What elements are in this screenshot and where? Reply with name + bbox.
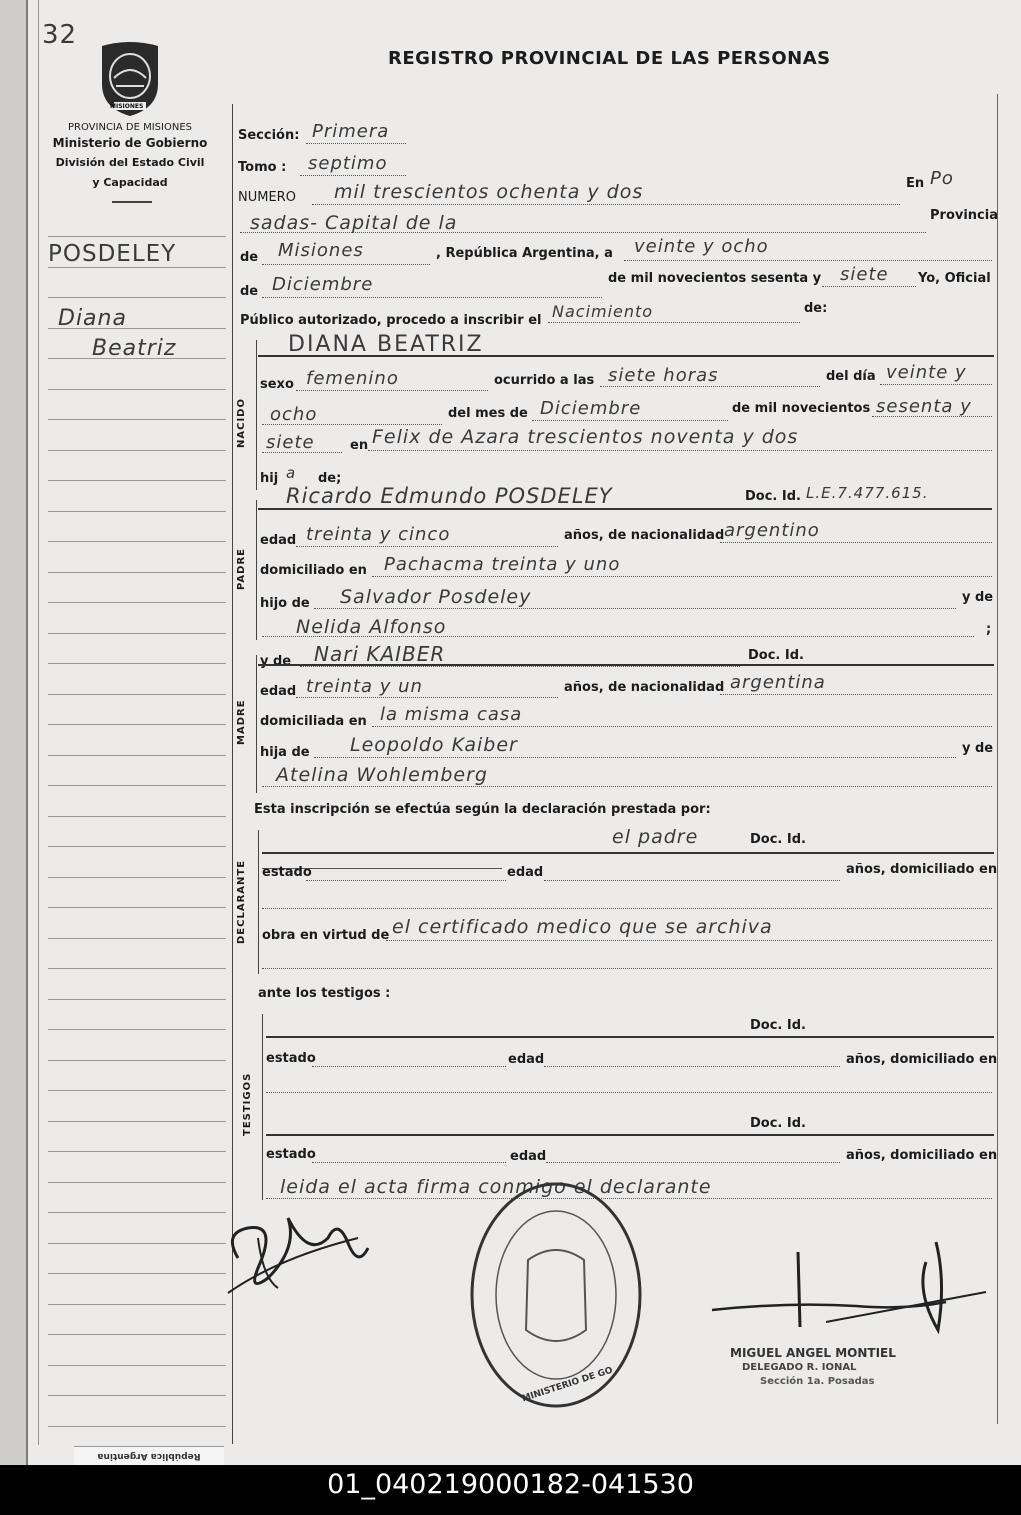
margin-ruled-line	[48, 1273, 226, 1274]
margin-ruled-line	[48, 816, 226, 817]
padre-hijo-de-line	[314, 608, 956, 609]
margin-ruled-line	[48, 236, 226, 237]
testigo-1-dom-label: años, domiciliado en	[846, 1052, 998, 1067]
sexo-label: sexo	[260, 377, 294, 392]
margin-ruled-line	[48, 267, 226, 268]
margin-ruled-line	[48, 1334, 226, 1335]
section-label-madre: MADRE	[236, 699, 247, 745]
margin-ruled-line	[48, 724, 226, 725]
testigo-2-dom-label: años, domiciliado en	[846, 1148, 998, 1163]
numero-label: NUMERO	[238, 190, 296, 205]
margin-ruled-line	[48, 755, 226, 756]
provincia-line	[262, 264, 430, 265]
numero-line	[312, 204, 900, 205]
margin-ruled-line	[48, 511, 226, 512]
del-mes-label: del mes de	[448, 406, 528, 421]
provincia-label: Provincia	[930, 208, 998, 223]
testigo-2-edad-line	[546, 1162, 840, 1163]
margin-ruled-line	[48, 785, 226, 786]
madre-dom-line	[372, 726, 992, 727]
margin-ruled-line	[48, 633, 226, 634]
margin-ruled-line	[48, 1426, 226, 1427]
madre-hija-de-line	[314, 757, 956, 758]
testigos-bracket	[262, 1014, 263, 1200]
dia-nac-line-2	[262, 424, 442, 425]
declarante-edad-line	[544, 880, 840, 881]
margin-ruled-line	[48, 1090, 226, 1091]
stamp-role: DELEGADO R. IONAL	[742, 1362, 857, 1373]
de-colon-label: de:	[804, 301, 828, 316]
de-mil-label: de mil novecientos sesenta y	[608, 271, 822, 286]
anio-nac-line-2	[262, 452, 342, 453]
testigo-2-doc-label: Doc. Id.	[750, 1116, 806, 1131]
margin-ruled-line	[48, 907, 226, 908]
testigo-2-estado-line	[312, 1162, 506, 1163]
acto-value: Nacimiento	[552, 302, 654, 321]
section-label-testigos: TESTIGOS	[242, 1072, 253, 1136]
margin-ruled-line	[48, 663, 226, 664]
seccion-value: Primera	[312, 121, 390, 142]
declarante-estado-line	[306, 880, 506, 881]
madre-madre-value: Atelina Wohlemberg	[276, 764, 488, 786]
nombre-value: DIANA BEATRIZ	[288, 332, 484, 357]
declarante-bracket	[258, 830, 259, 974]
margin-ruled-line	[48, 450, 226, 451]
tomo-label: Tomo :	[238, 160, 287, 175]
en-lugar-label: en	[350, 438, 369, 453]
section-label-nacido: NACIDO	[236, 398, 247, 448]
ministry-name: Ministerio de Gobierno	[52, 136, 208, 150]
madre-doc-label: Doc. Id.	[748, 648, 804, 663]
de-label-1: de	[240, 250, 259, 265]
padre-nac-value: argentino	[724, 520, 820, 541]
testigo-2-top-line	[266, 1134, 994, 1136]
testigo-1-edad-label: edad	[508, 1052, 545, 1067]
madre-dom-value: la misma casa	[380, 704, 523, 725]
padre-nombre-value: Ricardo Edmundo POSDELEY	[286, 484, 613, 508]
lugar-nac-value: Felix de Azara trescientos noventa y dos	[372, 426, 799, 448]
margin-ruled-line	[48, 1365, 226, 1366]
anio-nac-value-2: siete	[266, 432, 315, 453]
dia-nac-line-1	[880, 384, 992, 385]
margin-ruled-line	[48, 694, 226, 695]
lugar-nac-line	[368, 450, 992, 451]
provincia-value: Misiones	[278, 240, 364, 261]
right-border	[997, 94, 998, 1424]
right-signature	[706, 1232, 996, 1346]
padre-hijo-de-label: hijo de	[260, 596, 310, 611]
hij-de-label: de;	[318, 471, 342, 486]
madre-nac-value: argentina	[730, 672, 826, 693]
testigo-1-top-line	[266, 1036, 994, 1038]
padre-edad-label: edad	[260, 533, 297, 548]
leida-value: leida el acta firma conmigo el declarante	[280, 1176, 712, 1198]
padre-nac-line	[720, 542, 992, 543]
padre-edad-line	[296, 546, 558, 547]
hij-label: hij	[260, 471, 279, 486]
margin-ruled-line	[48, 297, 226, 298]
obra-value: el certificado medico que se archiva	[392, 916, 773, 938]
del-dia-label: del día	[826, 369, 876, 384]
padre-madre-value: Nelida Alfonso	[296, 616, 447, 638]
madre-nombre-line	[300, 666, 740, 667]
margin-ruled-line	[48, 1395, 226, 1396]
mes-line	[262, 297, 602, 298]
page-number: 32	[42, 20, 78, 50]
testigo-2-edad-label: edad	[510, 1149, 547, 1164]
padre-dom-line	[372, 576, 992, 577]
madre-y-de-label-2: y de	[962, 741, 994, 756]
declarante-dom-label: años, domiciliado en	[846, 862, 998, 877]
madre-edad-line	[296, 697, 558, 698]
numero-value: mil trescientos ochenta y dos	[334, 181, 644, 203]
document-code: 01_040219000182-041530	[327, 1469, 694, 1500]
stamp-name: MIGUEL ANGEL MONTIEL	[730, 1346, 896, 1360]
margin-ruled-line	[48, 846, 226, 847]
sexo-line	[296, 390, 488, 391]
obra-line-2	[262, 968, 992, 969]
testigo-2-estado-label: estado	[266, 1147, 316, 1162]
madre-edad-label: edad	[260, 684, 297, 699]
tomo-value: septimo	[308, 153, 388, 174]
publico-label: Público autorizado, procedo a inscribir el	[240, 313, 542, 328]
margin-ruled-line	[48, 1182, 226, 1183]
bottom-tab	[74, 1446, 224, 1465]
madre-bracket	[256, 655, 257, 793]
declarante-estado-label: estado	[262, 865, 312, 880]
dia-value: veinte y ocho	[634, 236, 769, 257]
margin-ruled-line	[48, 1151, 226, 1152]
padre-y-de-label: y de	[962, 590, 994, 605]
declarante-dom-line	[262, 908, 992, 909]
testigo-1-estado-line	[312, 1066, 506, 1067]
testigos-label: ante los testigos :	[258, 986, 391, 1001]
madre-dom-label: domiciliada en	[260, 714, 367, 729]
margin-given-2: Beatriz	[92, 336, 177, 361]
madre-hija-de-value: Leopoldo Kaiber	[350, 734, 518, 756]
republica-label: , República Argentina, a	[436, 246, 613, 261]
division-name-2: y Capacidad	[92, 176, 168, 189]
testigo-1-estado-label: estado	[266, 1051, 316, 1066]
margin-given-1: Diana	[58, 306, 127, 331]
margin-ruled-line	[48, 1212, 226, 1213]
section-label-declarante: DECLARANTE	[236, 859, 247, 944]
testigo-1-edad-line	[544, 1066, 840, 1067]
mes-value: Diciembre	[272, 274, 374, 295]
declarante-top-line	[262, 852, 994, 854]
dia-line	[624, 260, 992, 261]
madre-edad-value: treinta y un	[306, 676, 423, 697]
declaracion-label: Esta inscripción se efectúa según la declaración prestada por:	[254, 802, 711, 817]
padre-semicolon: ;	[986, 622, 992, 637]
binding-line	[38, 0, 39, 1445]
obra-line	[386, 940, 992, 941]
hora-value: siete horas	[608, 365, 719, 386]
obra-label: obra en virtud de	[262, 928, 390, 943]
padre-bracket	[256, 500, 257, 640]
de-mil-nac-label: de mil novecientos	[732, 401, 871, 416]
margin-ruled-line	[48, 602, 226, 603]
anio-line	[822, 286, 916, 287]
margin-surname: POSDELEY	[48, 241, 177, 267]
margin-ruled-line	[48, 938, 226, 939]
yo-oficial-label: Yo, Oficial	[918, 271, 991, 286]
bottom-tab-text: República Argentina	[97, 1451, 201, 1461]
margin-ruled-line	[48, 1121, 226, 1122]
acto-line	[548, 322, 800, 323]
declarante-edad-label: edad	[507, 865, 544, 880]
padre-doc-label: Doc. Id.	[745, 489, 801, 504]
stamp-section: Sección 1a. Posadas	[760, 1376, 875, 1387]
section-label-padre: PADRE	[236, 548, 247, 590]
madre-nac-line	[720, 694, 992, 695]
margin-ruled-line	[48, 877, 226, 878]
ocurrido-label: ocurrido a las	[494, 373, 595, 388]
declarante-value: el padre	[612, 826, 699, 848]
margin-ruled-line	[48, 1304, 226, 1305]
padre-nac-label: años, de nacionalidad	[564, 528, 725, 543]
margin-ruled-line	[48, 572, 226, 573]
seal-text: MISIONES	[110, 103, 144, 110]
margin-ruled-line	[48, 541, 226, 542]
madre-nombre-value: Nari KAIBER	[314, 642, 446, 666]
testigo-1-doc-label: Doc. Id.	[750, 1018, 806, 1033]
binding-edge	[0, 0, 28, 1465]
margin-ruled-line	[48, 1060, 226, 1061]
anio-nac-value-1: sesenta y	[876, 396, 972, 417]
hij-suffix-value: a	[286, 464, 297, 482]
sexo-value: femenino	[306, 368, 399, 389]
division-name: División del Estado Civil	[55, 156, 205, 169]
anio-nac-line-1	[872, 416, 992, 417]
dia-nac-value-1: veinte y	[886, 362, 967, 383]
declarante-doc-label: Doc. Id.	[750, 832, 806, 847]
seccion-line	[306, 143, 406, 144]
mes-nac-line	[532, 420, 728, 421]
en-value: Po	[930, 168, 954, 189]
madre-nac-label: años, de nacionalidad	[564, 680, 725, 695]
madre-top-line	[258, 664, 994, 666]
seal-bottom-text: MINISTERIO DE GO	[520, 1365, 615, 1405]
margin-ruled-line	[48, 968, 226, 969]
testigo-1-dom-line	[266, 1092, 992, 1093]
margin-ruled-line	[48, 1243, 226, 1244]
tomo-line	[300, 175, 406, 176]
padre-edad-value: treinta y cinco	[306, 524, 451, 545]
nacido-top-line	[258, 355, 994, 357]
header-divider	[112, 201, 152, 203]
seccion-label: Sección:	[238, 128, 300, 143]
page-title: REGISTRO PROVINCIAL DE LAS PERSONAS	[388, 48, 831, 69]
padre-madre-line	[262, 636, 974, 637]
madre-y-de-label: y de	[260, 654, 292, 669]
hora-line	[600, 386, 820, 387]
padre-dom-value: Pachacma treinta y uno	[384, 554, 621, 575]
dia-nac-value-2: ocho	[270, 404, 318, 425]
official-seal	[468, 1180, 644, 1414]
margin-ruled-line	[48, 480, 226, 481]
anio-value: siete	[840, 264, 889, 285]
en-label: En	[906, 176, 925, 191]
padre-dom-label: domiciliado en	[260, 563, 367, 578]
margin-ruled-line	[48, 419, 226, 420]
left-signature	[218, 1198, 378, 1312]
madre-madre-line	[262, 786, 992, 787]
de-label-2: de	[240, 284, 259, 299]
margin-ruled-line	[48, 389, 226, 390]
document-code-footer	[0, 1465, 1021, 1515]
padre-hijo-de-value: Salvador Posdeley	[340, 586, 532, 608]
madre-hija-de-label: hija de	[260, 745, 310, 760]
nacido-bracket	[256, 340, 257, 490]
margin-ruled-line	[48, 1029, 226, 1030]
padre-top-line	[258, 508, 992, 510]
mes-nac-value: Diciembre	[540, 398, 642, 419]
margin-ruled-line	[48, 999, 226, 1000]
lugar-value: sadas- Capital de la	[250, 212, 458, 234]
lugar-line	[240, 232, 926, 233]
province-name: PROVINCIA DE MISIONES	[68, 122, 192, 133]
padre-doc-value: L.E.7.477.615.	[806, 484, 929, 502]
